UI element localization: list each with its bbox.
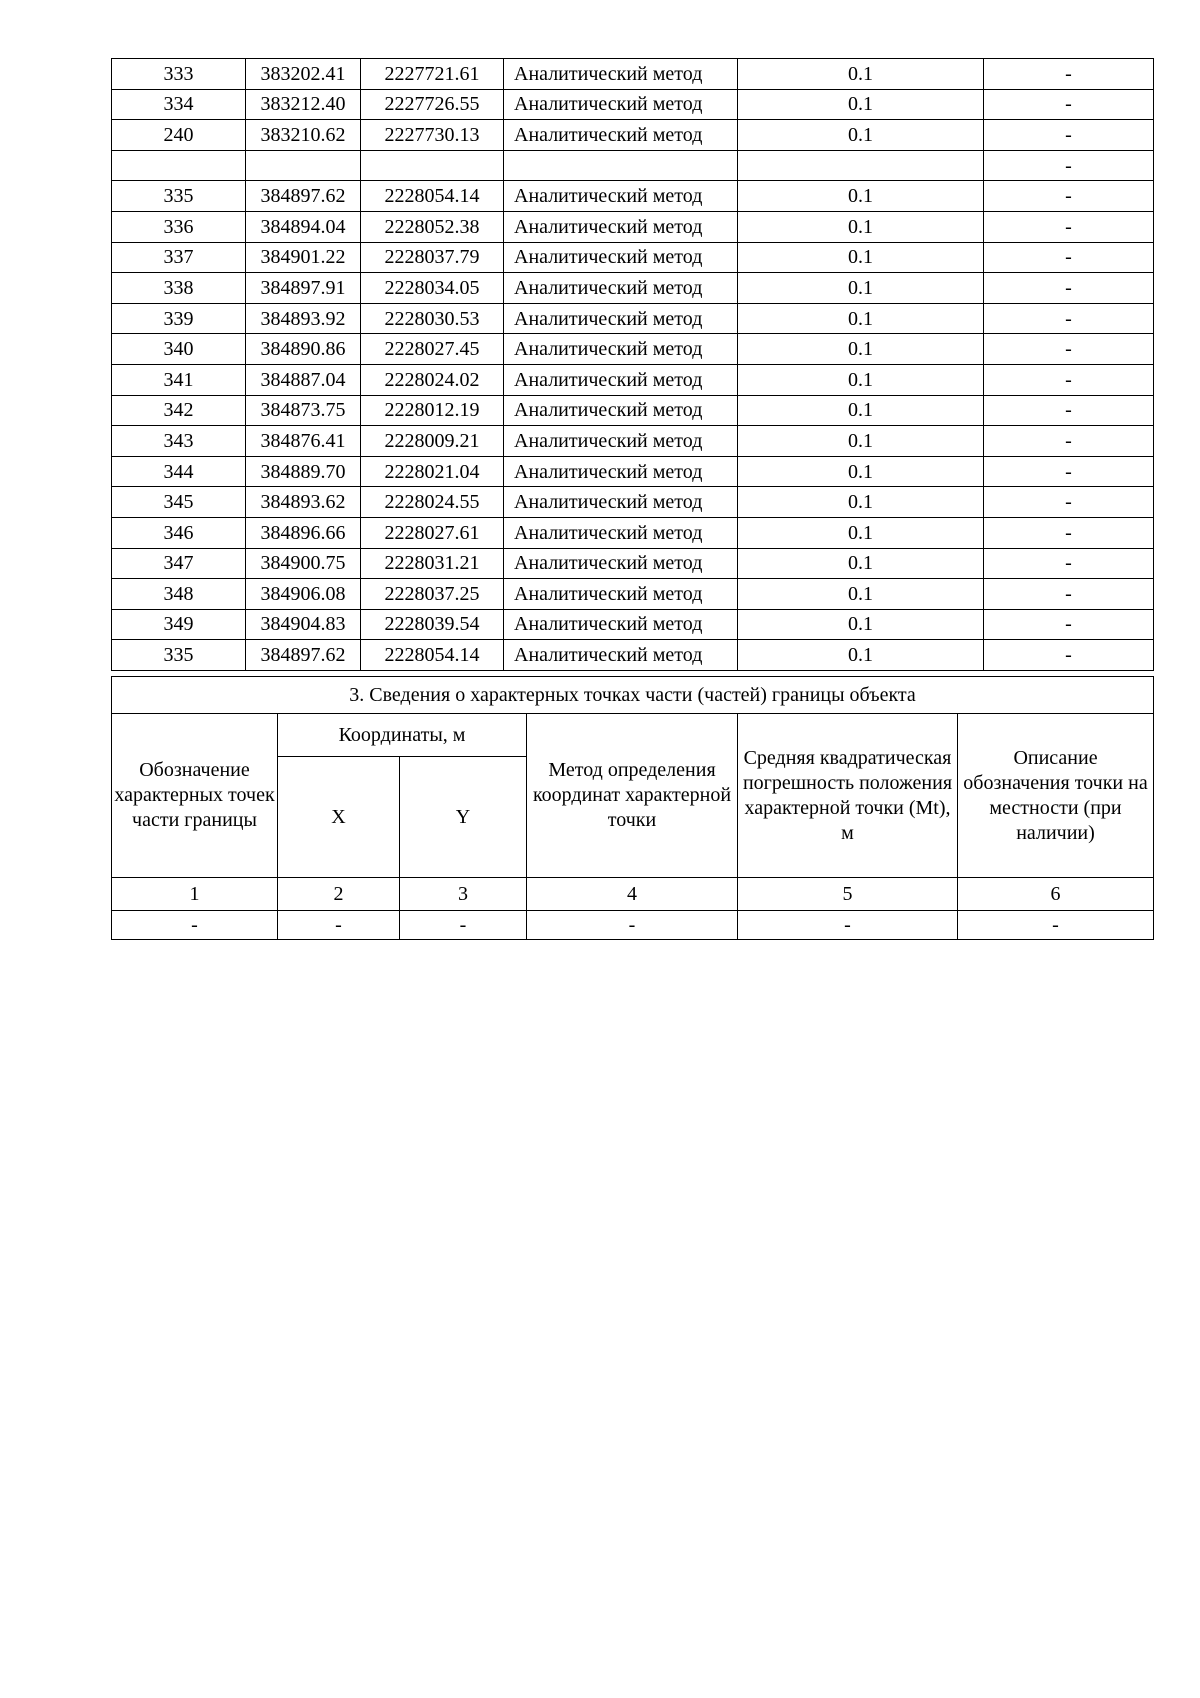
x-coordinate-cell: 384890.86: [246, 334, 361, 365]
point-number-cell: 339: [112, 303, 246, 334]
description-cell: -: [984, 517, 1154, 548]
y-coordinate-cell: 2228024.02: [361, 364, 504, 395]
y-coordinate-cell: [361, 150, 504, 181]
method-cell: Аналитический метод: [504, 59, 738, 90]
x-coordinate-cell: 383202.41: [246, 59, 361, 90]
table-row: [112, 517, 1154, 548]
column-number: 6: [958, 878, 1154, 911]
column-number: 5: [738, 878, 958, 911]
column-number: 2: [278, 878, 400, 911]
point-number-cell: 335: [112, 640, 246, 671]
description-cell: -: [984, 548, 1154, 579]
method-cell: Аналитический метод: [504, 273, 738, 304]
description-cell: -: [984, 150, 1154, 181]
error-cell: 0.1: [738, 456, 984, 487]
y-coordinate-cell: 2228034.05: [361, 273, 504, 304]
x-coordinate-cell: 384896.66: [246, 517, 361, 548]
column-number: 1: [112, 878, 278, 911]
y-coordinate-cell: 2228031.21: [361, 548, 504, 579]
description-cell: -: [984, 303, 1154, 334]
x-coordinate-cell: 383210.62: [246, 120, 361, 151]
x-coordinate-cell: 384887.04: [246, 364, 361, 395]
description-cell: -: [984, 487, 1154, 518]
y-coordinate-cell: 2228054.14: [361, 640, 504, 671]
point-number-cell: 336: [112, 211, 246, 242]
error-cell: 0.1: [738, 181, 984, 212]
empty-data-row: [112, 911, 1154, 940]
description-cell: -: [984, 426, 1154, 457]
empty-cell: -: [112, 911, 278, 940]
point-number-cell: 341: [112, 364, 246, 395]
y-coordinate-cell: 2227721.61: [361, 59, 504, 90]
x-coordinate-cell: 384873.75: [246, 395, 361, 426]
error-cell: 0.1: [738, 242, 984, 273]
header-coordinates: Координаты, м: [278, 714, 527, 757]
table-row: [112, 426, 1154, 457]
description-cell: -: [984, 181, 1154, 212]
method-cell: Аналитический метод: [504, 89, 738, 120]
error-cell: 0.1: [738, 273, 984, 304]
y-coordinate-cell: 2228024.55: [361, 487, 504, 518]
error-cell: 0.1: [738, 579, 984, 610]
table-row: [112, 59, 1154, 90]
y-coordinate-cell: 2228037.79: [361, 242, 504, 273]
table-row: [112, 150, 1154, 181]
method-cell: Аналитический метод: [504, 334, 738, 365]
method-cell: Аналитический метод: [504, 640, 738, 671]
x-coordinate-cell: 384900.75: [246, 548, 361, 579]
x-coordinate-cell: 384897.91: [246, 273, 361, 304]
boundary-points-table: [111, 58, 1154, 671]
error-cell: [738, 150, 984, 181]
description-cell: -: [984, 211, 1154, 242]
description-cell: -: [984, 456, 1154, 487]
y-coordinate-cell: 2228009.21: [361, 426, 504, 457]
method-cell: Аналитический метод: [504, 211, 738, 242]
method-cell: Аналитический метод: [504, 395, 738, 426]
point-number-cell: 333: [112, 59, 246, 90]
header-method: Метод определения координат характерной точки: [527, 714, 738, 878]
table-row: [112, 303, 1154, 334]
y-coordinate-cell: 2228039.54: [361, 609, 504, 640]
error-cell: 0.1: [738, 334, 984, 365]
boundary-points-body: [112, 59, 1154, 671]
description-cell: -: [984, 640, 1154, 671]
method-cell: Аналитический метод: [504, 517, 738, 548]
x-coordinate-cell: 384894.04: [246, 211, 361, 242]
error-cell: 0.1: [738, 517, 984, 548]
error-cell: 0.1: [738, 426, 984, 457]
point-number-cell: 349: [112, 609, 246, 640]
point-number-cell: 348: [112, 579, 246, 610]
x-coordinate-cell: [246, 150, 361, 181]
description-cell: -: [984, 273, 1154, 304]
point-number-cell: 338: [112, 273, 246, 304]
table-row: [112, 181, 1154, 212]
table-row: [112, 364, 1154, 395]
description-cell: -: [984, 242, 1154, 273]
point-number-cell: 345: [112, 487, 246, 518]
description-cell: -: [984, 59, 1154, 90]
x-coordinate-cell: 384876.41: [246, 426, 361, 457]
method-cell: Аналитический метод: [504, 609, 738, 640]
x-coordinate-cell: 384889.70: [246, 456, 361, 487]
header-description: Описание обозначения точки на местности (при наличии): [958, 714, 1154, 878]
x-coordinate-cell: 384893.62: [246, 487, 361, 518]
x-coordinate-cell: 383212.40: [246, 89, 361, 120]
part-boundary-points-table: [111, 676, 1154, 940]
y-coordinate-cell: 2228021.04: [361, 456, 504, 487]
method-cell: Аналитический метод: [504, 242, 738, 273]
point-number-cell: 337: [112, 242, 246, 273]
error-cell: 0.1: [738, 640, 984, 671]
error-cell: 0.1: [738, 548, 984, 579]
table-row: [112, 273, 1154, 304]
y-coordinate-cell: 2228012.19: [361, 395, 504, 426]
table-row: [112, 242, 1154, 273]
header-row: [112, 714, 1154, 757]
header-x: X: [278, 757, 400, 878]
point-number-cell: 335: [112, 181, 246, 212]
empty-cell: -: [738, 911, 958, 940]
y-coordinate-cell: 2228027.45: [361, 334, 504, 365]
point-number-cell: 343: [112, 426, 246, 457]
description-cell: -: [984, 120, 1154, 151]
column-number: 3: [400, 878, 527, 911]
table-row: [112, 548, 1154, 579]
y-coordinate-cell: 2228027.61: [361, 517, 504, 548]
description-cell: -: [984, 364, 1154, 395]
method-cell: Аналитический метод: [504, 120, 738, 151]
y-coordinate-cell: 2228037.25: [361, 579, 504, 610]
point-number-cell: 340: [112, 334, 246, 365]
table-row: [112, 456, 1154, 487]
x-coordinate-cell: 384893.92: [246, 303, 361, 334]
empty-cell: -: [958, 911, 1154, 940]
method-cell: [504, 150, 738, 181]
point-number-cell: 347: [112, 548, 246, 579]
error-cell: 0.1: [738, 211, 984, 242]
error-cell: 0.1: [738, 609, 984, 640]
point-number-cell: [112, 150, 246, 181]
description-cell: -: [984, 579, 1154, 610]
empty-cell: -: [278, 911, 400, 940]
error-cell: 0.1: [738, 303, 984, 334]
section-title: 3. Сведения о характерных точках части (частей) границы объекта: [112, 677, 1154, 714]
x-coordinate-cell: 384906.08: [246, 579, 361, 610]
y-coordinate-cell: 2227730.13: [361, 120, 504, 151]
method-cell: Аналитический метод: [504, 364, 738, 395]
y-coordinate-cell: 2228052.38: [361, 211, 504, 242]
x-coordinate-cell: 384904.83: [246, 609, 361, 640]
table-row: [112, 120, 1154, 151]
error-cell: 0.1: [738, 120, 984, 151]
x-coordinate-cell: 384897.62: [246, 640, 361, 671]
description-cell: -: [984, 89, 1154, 120]
method-cell: Аналитический метод: [504, 181, 738, 212]
point-number-cell: 240: [112, 120, 246, 151]
x-coordinate-cell: 384901.22: [246, 242, 361, 273]
point-number-cell: 346: [112, 517, 246, 548]
y-coordinate-cell: 2228030.53: [361, 303, 504, 334]
point-number-cell: 344: [112, 456, 246, 487]
error-cell: 0.1: [738, 395, 984, 426]
table-row: [112, 334, 1154, 365]
empty-cell: -: [400, 911, 527, 940]
header-y: Y: [400, 757, 527, 878]
error-cell: 0.1: [738, 89, 984, 120]
error-cell: 0.1: [738, 487, 984, 518]
method-cell: Аналитический метод: [504, 548, 738, 579]
table-row: [112, 89, 1154, 120]
method-cell: Аналитический метод: [504, 426, 738, 457]
table-row: [112, 579, 1154, 610]
table-row: [112, 609, 1154, 640]
method-cell: Аналитический метод: [504, 579, 738, 610]
description-cell: -: [984, 395, 1154, 426]
header-designation: Обозначение характерных точек части границы: [112, 714, 278, 878]
y-coordinate-cell: 2228054.14: [361, 181, 504, 212]
empty-cell: -: [527, 911, 738, 940]
description-cell: -: [984, 609, 1154, 640]
error-cell: 0.1: [738, 59, 984, 90]
point-number-cell: 342: [112, 395, 246, 426]
table-row: [112, 640, 1154, 671]
error-cell: 0.1: [738, 364, 984, 395]
x-coordinate-cell: 384897.62: [246, 181, 361, 212]
y-coordinate-cell: 2227726.55: [361, 89, 504, 120]
method-cell: Аналитический метод: [504, 487, 738, 518]
method-cell: Аналитический метод: [504, 456, 738, 487]
table-row: [112, 487, 1154, 518]
table-row: [112, 395, 1154, 426]
section-title-row: [112, 677, 1154, 714]
method-cell: Аналитический метод: [504, 303, 738, 334]
column-number-row: [112, 878, 1154, 911]
column-number: 4: [527, 878, 738, 911]
header-error: Средняя квадратическая погрешность положения характерной точки (Mt), м: [738, 714, 958, 878]
description-cell: -: [984, 334, 1154, 365]
table-row: [112, 211, 1154, 242]
point-number-cell: 334: [112, 89, 246, 120]
